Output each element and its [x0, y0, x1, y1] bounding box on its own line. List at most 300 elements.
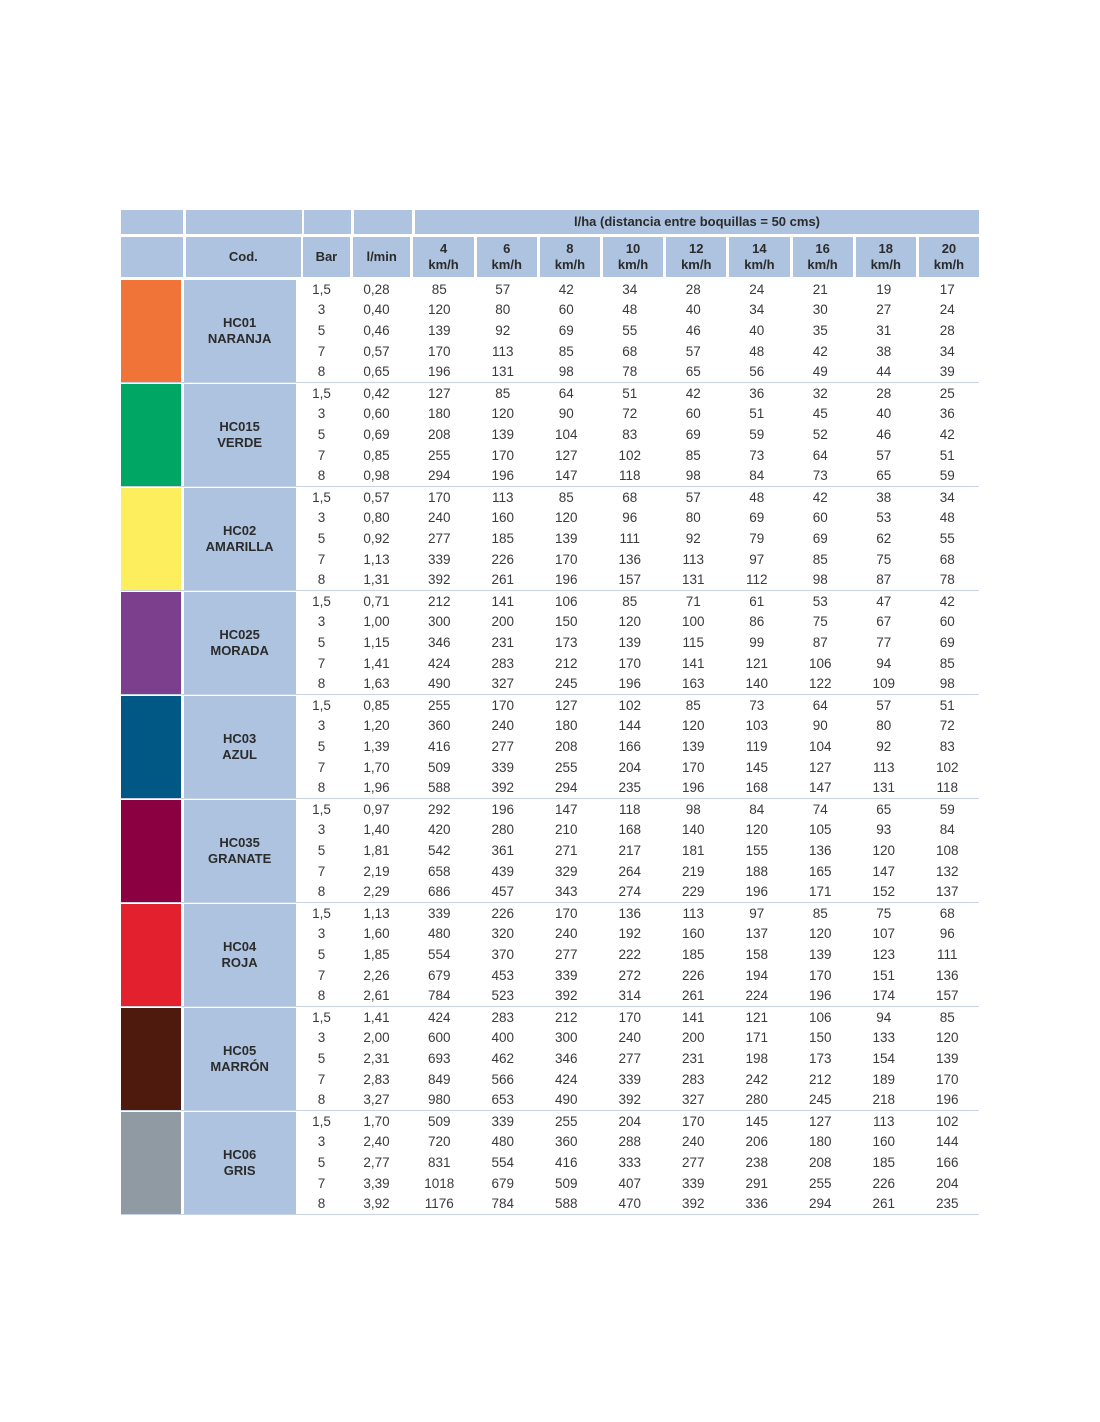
rate-lha: 339 [618, 1071, 642, 1087]
speed-unit: km/h [744, 257, 775, 272]
rate-lha: 106 [808, 655, 832, 671]
rate-lha: 120 [808, 926, 832, 942]
nozzle-code-cell [184, 1112, 296, 1214]
pressure-bar: 5 [317, 738, 326, 754]
rate-lha: 204 [618, 1113, 642, 1129]
rate-lha: 170 [554, 905, 578, 921]
rate-lha: 480 [491, 1134, 515, 1150]
rate-lha: 255 [427, 447, 451, 463]
rate-lha: 141 [681, 1009, 705, 1025]
rate-lha: 127 [808, 1113, 832, 1129]
rate-lha: 170 [491, 697, 515, 713]
table-row [298, 1111, 980, 1132]
rate-lha: 206 [745, 1134, 769, 1150]
rate-lha: 152 [872, 884, 896, 900]
table-row [298, 424, 980, 445]
rate-lha: 112 [745, 572, 768, 588]
rate-lha: 226 [491, 905, 515, 921]
nozzle-color-name: VERDE [217, 435, 263, 450]
rate-lha: 139 [554, 530, 578, 546]
rate-lha: 147 [554, 801, 578, 817]
rate-lha: 255 [808, 1175, 832, 1191]
rate-lha: 424 [554, 1071, 578, 1087]
rate-lha: 212 [427, 593, 451, 609]
rate-lha: 693 [427, 1050, 451, 1066]
rate-lha: 68 [622, 343, 638, 359]
rate-lha: 784 [427, 988, 451, 1004]
rate-lha: 219 [681, 863, 705, 879]
rate-lha: 208 [427, 426, 451, 442]
pressure-bar: 3 [317, 406, 326, 422]
rate-lha: 139 [935, 1050, 959, 1066]
rate-lha: 42 [812, 489, 828, 505]
rate-lha: 255 [427, 697, 451, 713]
rate-lha: 480 [427, 926, 451, 942]
rate-lha: 51 [939, 447, 955, 463]
nozzle-code: HC02 [222, 523, 257, 538]
rate-lha: 170 [681, 759, 705, 775]
table-row [298, 465, 980, 486]
rate-lha: 121 [745, 655, 769, 671]
nozzle-code: HC03 [222, 731, 257, 746]
rate-lha: 113 [682, 551, 705, 567]
rate-lha: 120 [427, 302, 451, 318]
rate-lha: 137 [935, 884, 959, 900]
pressure-bar: 8 [317, 468, 326, 484]
rate-lha: 370 [491, 946, 515, 962]
rate-lha: 120 [554, 510, 578, 526]
pressure-bar: 5 [317, 530, 326, 546]
rate-lha: 28 [685, 281, 701, 297]
table-row [298, 1152, 980, 1173]
rate-lha: 78 [622, 364, 638, 380]
pressure-bar: 3 [317, 1030, 326, 1046]
table-row [298, 1069, 980, 1090]
rate-lha: 51 [622, 385, 638, 401]
rate-lha: 145 [745, 759, 769, 775]
nozzle-code: HC025 [219, 627, 260, 642]
rate-lha: 83 [939, 738, 955, 754]
pressure-bar: 1,5 [312, 385, 331, 401]
header-lmin: l/min [353, 237, 411, 277]
flow-lmin: 2,19 [363, 863, 390, 879]
rate-lha: 120 [872, 842, 896, 858]
table-row [298, 695, 980, 716]
rate-lha: 104 [808, 738, 832, 754]
rate-lha: 136 [935, 967, 959, 983]
speed-unit: km/h [554, 257, 586, 272]
rate-lha: 40 [876, 406, 892, 422]
rate-lha: 140 [745, 676, 769, 692]
pressure-bar: 8 [317, 988, 326, 1004]
rate-lha: 102 [935, 1113, 959, 1129]
pressure-bar: 5 [317, 946, 326, 962]
pressure-bar: 7 [317, 551, 326, 567]
rate-lha: 73 [812, 468, 828, 484]
nozzle-values [298, 383, 980, 486]
rate-lha: 139 [491, 426, 515, 442]
rate-lha: 83 [622, 426, 638, 442]
speed-value: 4 [439, 241, 448, 256]
table-row [298, 445, 980, 466]
flow-lmin: 1,00 [363, 614, 390, 630]
rate-lha: 222 [618, 946, 642, 962]
rate-lha: 400 [491, 1030, 515, 1046]
speed-unit: km/h [491, 257, 522, 272]
speed-unit: km/h [617, 257, 649, 272]
rate-lha: 120 [681, 718, 705, 734]
rate-lha: 60 [812, 510, 828, 526]
rate-lha: 339 [491, 1113, 515, 1129]
header-speed-7 [856, 237, 916, 277]
flow-lmin: 0,65 [363, 364, 390, 380]
rate-lha: 160 [681, 926, 705, 942]
rate-lha: 274 [618, 884, 642, 900]
rate-lha: 509 [554, 1175, 578, 1191]
flow-lmin: 0,42 [363, 385, 390, 401]
nozzle-group [121, 1111, 979, 1215]
table-row [298, 612, 980, 633]
speed-value: 10 [625, 241, 641, 256]
rate-lha: 185 [681, 946, 705, 962]
header-speed-6 [793, 237, 853, 277]
rate-lha: 98 [558, 364, 574, 380]
rate-lha: 72 [622, 406, 638, 422]
flow-lmin: 1,41 [363, 655, 390, 671]
nozzle-group [121, 591, 979, 695]
pressure-bar: 3 [317, 822, 326, 838]
rate-lha: 17 [939, 281, 955, 297]
rate-lha: 272 [618, 967, 642, 983]
flow-lmin: 0,69 [363, 426, 390, 442]
rate-lha: 64 [812, 697, 828, 713]
rate-lha: 204 [618, 759, 642, 775]
nozzle-color-name: NARANJA [207, 331, 272, 346]
nozzle-code: HC06 [222, 1147, 257, 1162]
nozzle-code-cell [184, 280, 296, 382]
table-row [298, 840, 980, 861]
rate-lha: 30 [812, 302, 828, 318]
rate-lha: 333 [618, 1154, 642, 1170]
pressure-bar: 7 [317, 1175, 326, 1191]
rate-lha: 60 [558, 302, 574, 318]
rate-lha: 407 [618, 1175, 642, 1191]
nozzle-color-name: AMARILLA [205, 539, 274, 554]
table-row [298, 341, 980, 362]
flow-lmin: 3,27 [363, 1092, 390, 1108]
pressure-bar: 8 [317, 1196, 326, 1212]
rate-lha: 120 [745, 822, 769, 838]
pressure-bar: 7 [317, 967, 326, 983]
rate-lha: 196 [681, 780, 705, 796]
rate-lha: 238 [745, 1154, 769, 1170]
rate-lha: 113 [491, 343, 514, 359]
rate-lha: 150 [554, 614, 578, 630]
speed-unit: km/h [933, 257, 965, 272]
rate-lha: 44 [876, 364, 892, 380]
rate-lha: 38 [876, 489, 892, 505]
flow-lmin: 1,20 [363, 718, 390, 734]
pressure-bar: 5 [317, 426, 326, 442]
rate-lha: 208 [808, 1154, 832, 1170]
flow-lmin: 0,46 [363, 322, 390, 338]
rate-lha: 40 [685, 302, 701, 318]
flow-lmin: 1,41 [363, 1009, 390, 1025]
rate-lha: 509 [427, 1113, 451, 1129]
rate-lha: 462 [491, 1050, 515, 1066]
nozzle-values [298, 799, 980, 902]
rate-lha: 52 [812, 426, 828, 442]
table-row [298, 1173, 980, 1194]
rate-lha: 65 [876, 801, 892, 817]
rate-lha: 320 [491, 926, 515, 942]
color-swatch [121, 384, 181, 486]
rate-lha: 51 [749, 406, 765, 422]
rate-lha: 339 [554, 967, 578, 983]
rate-lha: 65 [876, 468, 892, 484]
rate-lha: 336 [745, 1196, 769, 1212]
header-color-cell [121, 237, 183, 277]
rate-lha: 154 [872, 1050, 896, 1066]
rate-lha: 84 [749, 468, 765, 484]
rate-lha: 39 [939, 364, 955, 380]
rate-lha: 245 [808, 1092, 832, 1108]
rate-lha: 166 [618, 738, 642, 754]
rate-lha: 226 [681, 967, 705, 983]
rate-lha: 80 [495, 302, 511, 318]
rate-lha: 94 [876, 1009, 892, 1025]
rate-lha: 226 [872, 1175, 896, 1191]
rate-lha: 196 [935, 1092, 959, 1108]
flow-lmin: 2,00 [363, 1030, 390, 1046]
rate-lha: 145 [745, 1113, 769, 1129]
rate-lha: 90 [812, 718, 828, 734]
rate-lha: 294 [808, 1196, 832, 1212]
rate-lha: 360 [427, 718, 451, 734]
nozzle-code: HC05 [222, 1043, 257, 1058]
rate-lha: 67 [876, 614, 892, 630]
rate-lha: 200 [491, 614, 515, 630]
nozzle-values [298, 279, 980, 382]
rate-lha: 122 [808, 676, 832, 692]
rate-lha: 139 [427, 322, 451, 338]
rate-lha: 314 [618, 988, 642, 1004]
rate-lha: 85 [812, 551, 828, 567]
table-row [298, 861, 980, 882]
flow-lmin: 0,80 [363, 510, 390, 526]
rate-lha: 65 [685, 364, 701, 380]
header-blank-swatch [121, 210, 183, 234]
rate-lha: 150 [808, 1030, 832, 1046]
rate-lha: 107 [872, 926, 896, 942]
pressure-bar: 5 [317, 322, 326, 338]
rate-lha: 108 [935, 842, 959, 858]
rate-lha: 185 [491, 530, 515, 546]
rate-lha: 261 [491, 572, 515, 588]
rate-lha: 346 [554, 1050, 578, 1066]
rate-lha: 523 [491, 988, 515, 1004]
rate-lha: 106 [808, 1009, 832, 1025]
flow-lmin: 3,39 [363, 1175, 390, 1191]
rate-lha: 28 [876, 385, 892, 401]
rate-lha: 165 [808, 863, 832, 879]
rate-lha: 224 [745, 988, 769, 1004]
nozzle-color-name: ROJA [221, 955, 258, 970]
rate-lha: 42 [558, 281, 574, 297]
nozzle-group [121, 487, 979, 591]
nozzle-color-name: GRIS [223, 1163, 256, 1178]
pressure-bar: 1,5 [312, 1009, 331, 1025]
flow-lmin: 0,28 [363, 281, 390, 297]
rate-lha: 104 [554, 426, 578, 442]
pressure-bar: 8 [317, 780, 326, 796]
table-row [298, 1048, 980, 1069]
rate-lha: 194 [745, 967, 769, 983]
rate-lha: 85 [558, 489, 574, 505]
rate-lha: 255 [554, 759, 578, 775]
rate-lha: 113 [872, 1113, 895, 1129]
flow-lmin: 0,85 [363, 447, 390, 463]
flow-lmin: 1,40 [363, 822, 390, 838]
pressure-bar: 5 [317, 634, 326, 650]
pressure-bar: 7 [317, 863, 326, 879]
rate-lha: 255 [554, 1113, 578, 1129]
color-swatch [121, 696, 181, 798]
rate-lha: 140 [681, 822, 705, 838]
rate-lha: 64 [558, 385, 574, 401]
nozzle-code: HC01 [222, 315, 257, 330]
rate-lha: 141 [491, 593, 515, 609]
rate-lha: 93 [876, 822, 892, 838]
rate-lha: 31 [876, 322, 892, 338]
table-row [298, 300, 980, 321]
rate-lha: 392 [491, 780, 515, 796]
table-row [298, 1028, 980, 1049]
header-speed-2 [540, 237, 600, 277]
rate-lha: 85 [622, 593, 638, 609]
pressure-bar: 5 [317, 842, 326, 858]
rate-lha: 240 [554, 926, 578, 942]
rate-lha: 240 [491, 718, 515, 734]
rate-lha: 132 [935, 863, 959, 879]
rate-lha: 261 [681, 988, 705, 1004]
rate-lha: 57 [685, 343, 701, 359]
flow-lmin: 1,63 [363, 676, 390, 692]
speed-unit: km/h [870, 257, 901, 272]
rate-lha: 42 [939, 593, 955, 609]
rate-lha: 277 [491, 738, 515, 754]
rate-lha: 57 [876, 447, 892, 463]
speed-value: 6 [503, 241, 511, 256]
rate-lha: 98 [685, 801, 701, 817]
rate-lha: 68 [939, 905, 955, 921]
rate-lha: 24 [939, 302, 955, 318]
rate-lha: 80 [685, 510, 701, 526]
flow-lmin: 2,31 [363, 1050, 390, 1066]
rate-lha: 75 [876, 905, 892, 921]
color-swatch [121, 904, 181, 1006]
flow-lmin: 1,96 [363, 780, 390, 796]
rate-lha: 69 [939, 634, 955, 650]
rate-lha: 113 [872, 759, 895, 775]
rate-lha: 113 [682, 905, 705, 921]
pressure-bar: 1,5 [312, 697, 331, 713]
nozzle-color-name: GRANATE [207, 851, 272, 866]
rate-lha: 277 [554, 946, 578, 962]
rate-lha: 69 [749, 510, 765, 526]
rate-lha: 212 [808, 1071, 832, 1087]
pressure-bar: 3 [317, 718, 326, 734]
flow-lmin: 1,81 [363, 842, 390, 858]
rate-lha: 542 [427, 842, 451, 858]
rate-lha: 180 [554, 718, 578, 734]
rate-lha: 85 [685, 447, 701, 463]
flow-lmin: 2,40 [363, 1134, 390, 1150]
rate-lha: 240 [427, 510, 451, 526]
rate-lha: 170 [935, 1071, 959, 1087]
header-speed-0 [413, 237, 473, 277]
rate-lha: 87 [812, 634, 828, 650]
rate-lha: 47 [876, 593, 892, 609]
rate-lha: 600 [427, 1030, 451, 1046]
rate-lha: 300 [554, 1030, 578, 1046]
rate-lha: 27 [876, 302, 892, 318]
pressure-bar: 8 [317, 884, 326, 900]
rate-lha: 283 [681, 1071, 705, 1087]
flow-lmin: 0,92 [363, 530, 390, 546]
rate-lha: 98 [812, 572, 828, 588]
rate-lha: 120 [491, 406, 515, 422]
rate-lha: 170 [618, 655, 642, 671]
nozzle-code: HC015 [219, 419, 260, 434]
rate-lha: 181 [681, 842, 705, 858]
pressure-bar: 3 [317, 926, 326, 942]
rate-lha: 97 [749, 551, 765, 567]
speed-value: 12 [689, 241, 704, 256]
header-speed-8 [919, 237, 979, 277]
rate-lha: 294 [427, 468, 451, 484]
rate-lha: 85 [495, 385, 511, 401]
rate-lha: 424 [427, 655, 451, 671]
rate-lha: 78 [939, 572, 955, 588]
rate-lha: 141 [681, 655, 705, 671]
rate-lha: 55 [939, 530, 955, 546]
rate-lha: 36 [749, 385, 765, 401]
nozzle-code-cell [184, 696, 296, 798]
rate-lha: 98 [939, 676, 955, 692]
header-speed-4 [666, 237, 726, 277]
rate-lha: 210 [554, 822, 578, 838]
pressure-bar: 7 [317, 759, 326, 775]
rate-lha: 174 [872, 988, 896, 1004]
rate-lha: 245 [554, 676, 578, 692]
header-row-columns [121, 237, 979, 277]
rate-lha: 61 [749, 593, 765, 609]
rate-lha: 56 [749, 364, 765, 380]
nozzle-group [121, 279, 979, 383]
table-row [298, 736, 980, 757]
rate-lha: 57 [495, 281, 511, 297]
flow-lmin: 0,57 [363, 343, 390, 359]
rate-lha: 53 [812, 593, 828, 609]
rate-lha: 242 [745, 1071, 769, 1087]
rate-lha: 80 [876, 718, 892, 734]
nozzle-group [121, 383, 979, 487]
rate-lha: 127 [808, 759, 832, 775]
rate-lha: 59 [939, 468, 955, 484]
rate-lha: 123 [872, 946, 896, 962]
rate-lha: 163 [681, 676, 705, 692]
